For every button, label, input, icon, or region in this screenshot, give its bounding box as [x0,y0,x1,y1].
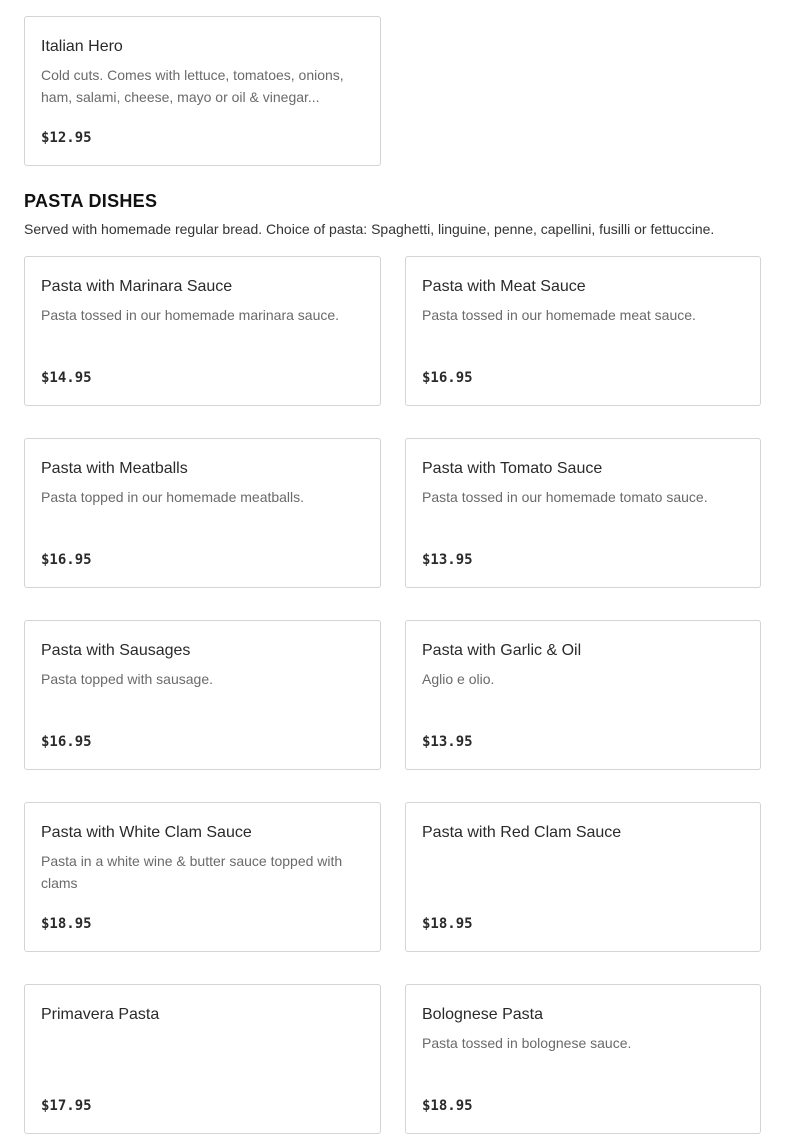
menu-item-price: $13.95 [422,552,473,568]
menu-item-name: Bolognese Pasta [422,1006,543,1023]
menu-item-price: $18.95 [422,916,473,932]
section-description: Served with homemade regular bread. Choice of pasta: Spaghetti, linguine, penne, capellini, fusilli or fettuccine. [24,221,715,237]
menu-item-card[interactable] [24,256,381,406]
menu-item-name: Italian Hero [41,38,123,55]
menu-item-name: Pasta with Red Clam Sauce [422,824,622,841]
menu-item-name: Pasta with Marinara Sauce [41,278,233,295]
section-title: PASTA DISHES [24,191,158,211]
menu-item-card[interactable] [405,620,761,770]
menu-item-name: Pasta with Meat Sauce [422,278,586,295]
menu-item-description: Pasta tossed in our homemade meat sauce. [422,307,696,323]
menu-item-description: Pasta tossed in our homemade tomato sauce. [422,489,708,505]
menu-item-name: Pasta with Garlic & Oil [422,642,582,659]
menu-item-card[interactable] [24,438,381,588]
menu-item-card[interactable] [24,620,381,770]
menu-item-name: Pasta with Tomato Sauce [422,460,603,477]
menu-item-price: $12.95 [41,130,92,146]
menu-item-description: Pasta tossed in our homemade marinara sauce. [41,307,340,323]
menu-item-card[interactable] [405,256,761,406]
menu-item-name: Pasta with Meatballs [41,460,188,477]
menu-item-price: $18.95 [41,916,92,932]
menu-item-description: Pasta tossed in bolognese sauce. [422,1035,632,1051]
menu-item-card[interactable] [24,802,381,952]
menu-item-description: Pasta topped in our homemade meatballs. [41,489,305,505]
menu-item-description: Cold cuts. Comes with lettuce, tomatoes, onions, ham, salami, cheese, mayo or oil & vinegar... [41,67,344,105]
menu-item-price: $16.95 [422,370,473,386]
menu-item-price: $16.95 [41,734,92,750]
menu-item-price: $14.95 [41,370,92,386]
menu-item-card[interactable] [405,438,761,588]
menu-item-card[interactable] [405,802,761,952]
menu-item-name: Pasta with White Clam Sauce [41,824,252,841]
menu-item-price: $17.95 [41,1098,92,1114]
menu-item-description: Pasta in a white wine & butter sauce topped with clams [41,853,343,891]
menu-item-description: Pasta topped with sausage. [41,671,214,687]
menu-item-price: $16.95 [41,552,92,568]
menu-item-name: Pasta with Sausages [41,642,191,659]
menu-item-description: Aglio e olio. [422,671,495,687]
menu-item-price: $18.95 [422,1098,473,1114]
menu-item-price: $13.95 [422,734,473,750]
menu-item-card[interactable] [405,984,761,1134]
menu-item-card-italian-hero[interactable] [24,16,381,166]
menu-item-name: Primavera Pasta [41,1006,160,1023]
menu-item-card[interactable] [24,984,381,1134]
